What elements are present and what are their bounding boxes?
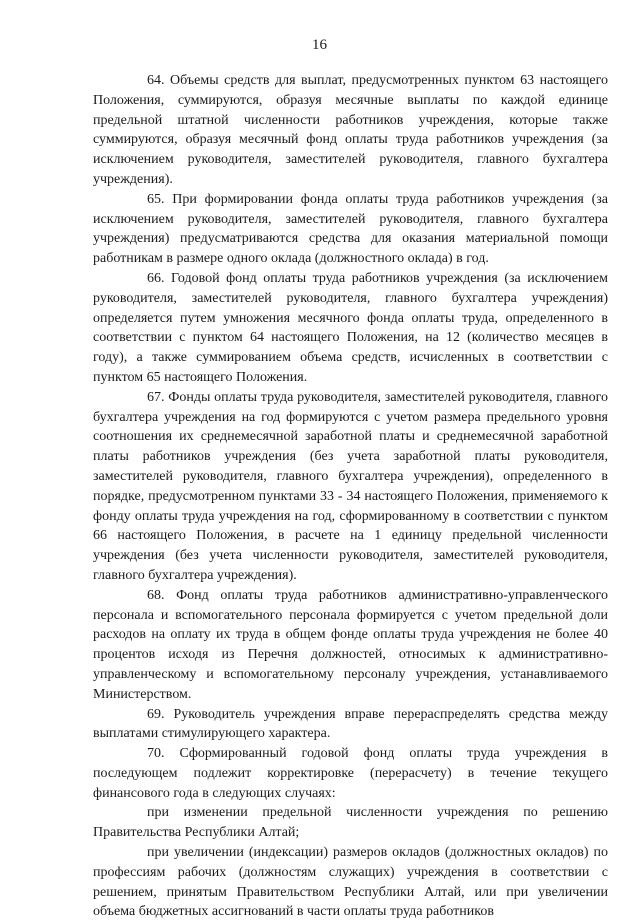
paragraph-70-case-1: при изменении предельной численности учреждения по решению Правительства Республики Алтай; — [93, 805, 608, 841]
paragraph-69: 69. Руководитель учреждения вправе перераспределять средства между выплатами стимулирующего характера. — [93, 706, 608, 742]
body-text — [93, 71, 608, 922]
paragraph-70: 70. Сформированный годовой фонд оплаты труда учреждения в последующем подлежит корректировке (перерасчету) в течение текущего финансового года в следующих случаях: — [93, 746, 608, 801]
paragraph-68: 68. Фонд оплаты труда работников административно-управленческого персонала и вспомогательного персонала формируется с учетом предельной доли расходов на оплату их труда в общем фонде оплаты труда учреждения не более 40 процентов исходя из Перечня должностей, относимых к административно-управленческому и вспомогательному персоналу учреждения, устанавливаемого Министерством. — [93, 587, 608, 702]
paragraph-64: 64. Объемы средств для выплат, предусмотренных пунктом 63 настоящего Положения, суммируются, образуя месячные выплаты по каждой единице предельной штатной численности работников учреждения, которые также суммируются, образуя месячный фонд оплаты труда работников учреждения (за исключением руководителя, заместителей руководителя, главного бухгалтера учреждения). — [93, 73, 608, 187]
paragraph-67: 67. Фонды оплаты труда руководителя, заместителей руководителя, главного бухгалтера учреждения на год формируются с учетом размера предельного уровня соотношения их среднемесячной заработной платы и среднемесячной заработной платы работников учреждения (без учета заработной платы руководителя, заместителей руководителя, главного бухгалтера учреждения), определенного в порядке, предусмотренном пунктами 33 - 34 настоящего Положения, применяемого к фонду оплаты труда учреждения на год, сформированному в соответствии с пунктом 66 настоящего Положения, в расчете на 1 единицу предельной численности учреждения (без учета численности руководителя, заместителей руководителя, главного бухгалтера учреждения). — [93, 389, 608, 583]
paragraph-65: 65. При формировании фонда оплаты труда работников учреждения (за исключением руководителя, заместителей руководителя, главного бухгалтера учреждения) предусматриваются средства для оказания материальной помощи работникам в размере одного оклада (должностного оклада) в год. — [93, 191, 608, 267]
page-number: 16 — [312, 37, 327, 53]
paragraph-66: 66. Годовой фонд оплаты труда работников учреждения (за исключением руководителя, заместителей руководителя, главного бухгалтера учреждения) определяется путем умножения месячного фонда оплаты труда, определенного в соответствии с пунктом 64 настоящего Положения, на 12 (количество месяцев в году), а также суммированием объема средств, исчисленных в соответствии с пунктом 65 настоящего Положения. — [93, 270, 608, 385]
paragraph-70-case-2: при увеличении (индексации) размеров окладов (должностных окладов) по профессиям рабочих (должностям служащих) учреждения в соответствии с решением, принятым Правительством Республики Алтай, или при увеличении объема бюджетных ассигнований в части оплаты труда работников — [93, 845, 608, 920]
